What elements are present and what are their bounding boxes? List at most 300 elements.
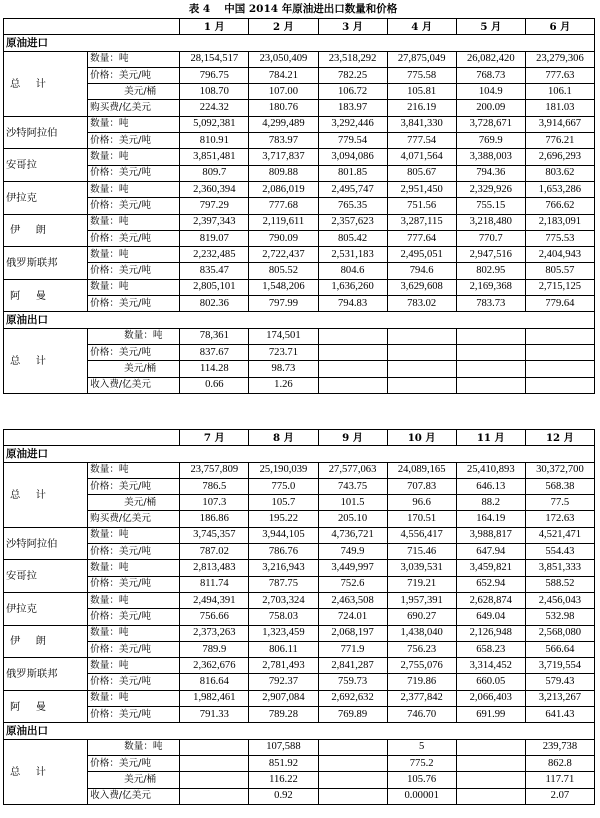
total-purchase-value: 180.76 bbox=[249, 100, 318, 116]
export-qty-value: 239,738 bbox=[525, 739, 594, 755]
country-qty-row bbox=[4, 247, 595, 263]
country-price-value: 660.05 bbox=[456, 674, 525, 690]
country-price-row bbox=[4, 263, 595, 279]
country-price-value: 805.67 bbox=[387, 165, 456, 181]
export-total-label: 总 计 bbox=[4, 328, 88, 393]
export-qty-value: 5 bbox=[387, 739, 456, 755]
country-price-value: 719.86 bbox=[387, 674, 456, 690]
export-price-bbl-value bbox=[387, 361, 456, 377]
price-ton-label: 价格：美元/吨 bbox=[88, 165, 180, 181]
qty-label: 数量：吨 bbox=[88, 214, 180, 230]
export-income-value: 0.92 bbox=[249, 788, 318, 804]
country-qty-value: 2,169,368 bbox=[456, 279, 525, 295]
country-price-value: 802.36 bbox=[180, 296, 249, 312]
country-qty-value: 2,755,076 bbox=[387, 658, 456, 674]
export-price-bbl-value: 105.76 bbox=[387, 772, 456, 788]
country-qty-value: 2,531,183 bbox=[318, 247, 387, 263]
export-qty-row bbox=[4, 739, 595, 755]
country-price-value: 805.42 bbox=[318, 230, 387, 246]
price-ton-label: 价格：美元/吨 bbox=[88, 263, 180, 279]
country-price-value: 579.43 bbox=[525, 674, 594, 690]
total-price-bbl-value: 106.1 bbox=[525, 84, 594, 100]
country-price-value: 566.64 bbox=[525, 641, 594, 657]
country-price-value: 790.09 bbox=[249, 230, 318, 246]
total-price-ton-value: 775.0 bbox=[249, 478, 318, 494]
month-header: 4 月 bbox=[387, 19, 456, 35]
country-qty-row bbox=[4, 149, 595, 165]
total-qty-row bbox=[4, 51, 595, 67]
country-price-row bbox=[4, 230, 595, 246]
export-income-value bbox=[456, 377, 525, 393]
country-qty-value: 3,629,608 bbox=[387, 279, 456, 295]
country-price-value: 783.02 bbox=[387, 296, 456, 312]
country-price-value: 783.97 bbox=[249, 133, 318, 149]
total-purchase-value: 216.19 bbox=[387, 100, 456, 116]
country-qty-value: 3,745,357 bbox=[180, 527, 249, 543]
export-price-ton-value bbox=[456, 755, 525, 771]
total-price-ton-value: 786.5 bbox=[180, 478, 249, 494]
export-income-value: 0.00001 bbox=[387, 788, 456, 804]
country-qty-value: 2,715,125 bbox=[525, 279, 594, 295]
country-price-value: 554.43 bbox=[525, 544, 594, 560]
qty-label: 数量：吨 bbox=[88, 560, 180, 576]
total-qty-value: 26,082,420 bbox=[456, 51, 525, 67]
country-qty-value: 3,914,667 bbox=[525, 116, 594, 132]
country-qty-value: 2,692,632 bbox=[318, 690, 387, 706]
country-qty-value: 2,813,483 bbox=[180, 560, 249, 576]
country-qty-value: 1,323,459 bbox=[249, 625, 318, 641]
country-qty-row bbox=[4, 527, 595, 543]
export-qty-value bbox=[318, 328, 387, 344]
country-price-value: 805.52 bbox=[249, 263, 318, 279]
export-income-value bbox=[318, 377, 387, 393]
country-qty-value: 2,805,101 bbox=[180, 279, 249, 295]
total-price-bbl-row bbox=[4, 495, 595, 511]
price-bbl-label: 美元/桶 bbox=[88, 361, 180, 377]
country-qty-value: 3,719,554 bbox=[525, 658, 594, 674]
country-name: 安哥拉 bbox=[4, 560, 88, 593]
country-price-row bbox=[4, 576, 595, 592]
total-purchase-value: 224.32 bbox=[180, 100, 249, 116]
total-qty-value: 30,372,700 bbox=[525, 462, 594, 478]
country-qty-value: 2,086,019 bbox=[249, 181, 318, 197]
country-price-value: 776.21 bbox=[525, 133, 594, 149]
qty-label: 数量：吨 bbox=[88, 462, 180, 478]
export-qty-value bbox=[525, 328, 594, 344]
month-header: 7 月 bbox=[180, 430, 249, 446]
total-price-ton-value: 707.83 bbox=[387, 478, 456, 494]
country-price-value: 789.9 bbox=[180, 641, 249, 657]
price-ton-label: 价格：美元/吨 bbox=[88, 67, 180, 83]
export-price-ton-value bbox=[387, 344, 456, 360]
country-qty-value: 3,216,943 bbox=[249, 560, 318, 576]
country-price-value: 810.91 bbox=[180, 133, 249, 149]
export-qty-value bbox=[456, 328, 525, 344]
country-qty-value: 3,314,452 bbox=[456, 658, 525, 674]
export-qty-value: 174,501 bbox=[249, 328, 318, 344]
total-price-ton-value: 784.21 bbox=[249, 67, 318, 83]
export-price-ton-row bbox=[4, 755, 595, 771]
country-qty-value: 2,362,676 bbox=[180, 658, 249, 674]
export-price-bbl-value: 116.22 bbox=[249, 772, 318, 788]
income-label: 收入费/亿美元 bbox=[88, 377, 180, 393]
country-name: 阿 曼 bbox=[4, 279, 88, 312]
country-price-value: 690.27 bbox=[387, 609, 456, 625]
country-qty-value: 3,717,837 bbox=[249, 149, 318, 165]
country-price-value: 649.04 bbox=[456, 609, 525, 625]
total-price-ton-value: 775.58 bbox=[387, 67, 456, 83]
export-income-value bbox=[318, 788, 387, 804]
table-caption: 中国 2014 年原油进出口数量和价格 bbox=[224, 3, 398, 15]
total-qty-value: 24,089,165 bbox=[387, 462, 456, 478]
export-price-bbl-row bbox=[4, 361, 595, 377]
country-qty-value: 3,728,671 bbox=[456, 116, 525, 132]
price-ton-label: 价格：美元/吨 bbox=[88, 478, 180, 494]
country-qty-value: 2,373,263 bbox=[180, 625, 249, 641]
export-income-value bbox=[456, 788, 525, 804]
country-qty-value: 2,907,084 bbox=[249, 690, 318, 706]
export-qty-value bbox=[456, 739, 525, 755]
export-price-bbl-value bbox=[456, 361, 525, 377]
country-qty-value: 2,232,485 bbox=[180, 247, 249, 263]
section-row-export bbox=[4, 312, 595, 328]
month-header: 2 月 bbox=[249, 19, 318, 35]
export-price-ton-value bbox=[318, 755, 387, 771]
country-price-value: 755.15 bbox=[456, 198, 525, 214]
country-qty-value: 1,438,040 bbox=[387, 625, 456, 641]
total-price-ton-row bbox=[4, 67, 595, 83]
export-price-ton-value: 837.67 bbox=[180, 344, 249, 360]
country-qty-value: 2,360,394 bbox=[180, 181, 249, 197]
country-price-value: 806.11 bbox=[249, 641, 318, 657]
export-price-bbl-value: 117.71 bbox=[525, 772, 594, 788]
total-purchase-value: 183.97 bbox=[318, 100, 387, 116]
export-price-bbl-value bbox=[318, 361, 387, 377]
price-bbl-label: 美元/桶 bbox=[88, 772, 180, 788]
export-income-value: 1.26 bbox=[249, 377, 318, 393]
country-name: 伊拉克 bbox=[4, 592, 88, 625]
country-price-value: 819.07 bbox=[180, 230, 249, 246]
qty-label: 数量：吨 bbox=[88, 116, 180, 132]
country-qty-value: 3,449,997 bbox=[318, 560, 387, 576]
country-price-value: 797.99 bbox=[249, 296, 318, 312]
total-purchase-row bbox=[4, 511, 595, 527]
country-qty-value: 2,841,287 bbox=[318, 658, 387, 674]
total-qty-value: 27,577,063 bbox=[318, 462, 387, 478]
header-row bbox=[4, 19, 595, 35]
country-price-value: 759.73 bbox=[318, 674, 387, 690]
country-qty-value: 3,851,481 bbox=[180, 149, 249, 165]
total-purchase-value: 200.09 bbox=[456, 100, 525, 116]
country-price-row bbox=[4, 674, 595, 690]
country-price-value: 691.99 bbox=[456, 707, 525, 723]
crude-oil-table-jul-dec bbox=[3, 429, 595, 805]
country-qty-row bbox=[4, 181, 595, 197]
total-price-ton-value: 646.13 bbox=[456, 478, 525, 494]
country-qty-value: 2,947,516 bbox=[456, 247, 525, 263]
country-price-value: 715.46 bbox=[387, 544, 456, 560]
total-qty-value: 25,190,039 bbox=[249, 462, 318, 478]
price-ton-label: 价格：美元/吨 bbox=[88, 296, 180, 312]
export-qty-value bbox=[318, 739, 387, 755]
price-ton-label: 价格：美元/吨 bbox=[88, 641, 180, 657]
month-header: 9 月 bbox=[318, 430, 387, 446]
qty-label: 数量：吨 bbox=[88, 247, 180, 263]
header-blank bbox=[4, 430, 180, 446]
country-price-value: 724.01 bbox=[318, 609, 387, 625]
country-price-value: 792.37 bbox=[249, 674, 318, 690]
country-price-value: 809.7 bbox=[180, 165, 249, 181]
export-income-row bbox=[4, 788, 595, 804]
country-qty-row bbox=[4, 214, 595, 230]
country-qty-value: 2,722,437 bbox=[249, 247, 318, 263]
country-qty-value: 3,094,086 bbox=[318, 149, 387, 165]
country-price-value: 787.75 bbox=[249, 576, 318, 592]
country-price-value: 777.54 bbox=[387, 133, 456, 149]
country-price-value: 751.56 bbox=[387, 198, 456, 214]
price-ton-label: 价格：美元/吨 bbox=[88, 544, 180, 560]
country-name: 沙特阿拉伯 bbox=[4, 527, 88, 560]
export-income-value: 2.07 bbox=[525, 788, 594, 804]
country-price-value: 794.83 bbox=[318, 296, 387, 312]
country-price-value: 794.6 bbox=[387, 263, 456, 279]
export-price-ton-row bbox=[4, 344, 595, 360]
country-price-value: 746.70 bbox=[387, 707, 456, 723]
country-qty-value: 4,299,489 bbox=[249, 116, 318, 132]
total-purchase-value: 186.86 bbox=[180, 511, 249, 527]
country-qty-value: 1,957,391 bbox=[387, 592, 456, 608]
country-qty-value: 4,521,471 bbox=[525, 527, 594, 543]
country-price-value: 532.98 bbox=[525, 609, 594, 625]
total-price-bbl-value: 88.2 bbox=[456, 495, 525, 511]
country-qty-value: 2,357,623 bbox=[318, 214, 387, 230]
export-price-bbl-row bbox=[4, 772, 595, 788]
country-price-row bbox=[4, 544, 595, 560]
country-price-row bbox=[4, 609, 595, 625]
country-qty-value: 2,696,293 bbox=[525, 149, 594, 165]
price-bbl-label: 美元/桶 bbox=[88, 495, 180, 511]
country-price-value: 588.52 bbox=[525, 576, 594, 592]
export-income-value: 0.66 bbox=[180, 377, 249, 393]
header-row bbox=[4, 430, 595, 446]
country-price-value: 765.35 bbox=[318, 198, 387, 214]
total-purchase-row bbox=[4, 100, 595, 116]
price-ton-label: 价格：美元/吨 bbox=[88, 674, 180, 690]
country-qty-value: 2,329,926 bbox=[456, 181, 525, 197]
country-price-value: 752.6 bbox=[318, 576, 387, 592]
country-qty-value: 2,495,051 bbox=[387, 247, 456, 263]
country-qty-value: 3,988,817 bbox=[456, 527, 525, 543]
country-price-row bbox=[4, 707, 595, 723]
country-name: 阿 曼 bbox=[4, 690, 88, 723]
qty-label: 数量：吨 bbox=[88, 592, 180, 608]
total-price-bbl-value: 108.70 bbox=[180, 84, 249, 100]
country-qty-value: 1,653,286 bbox=[525, 181, 594, 197]
total-price-bbl-value: 105.7 bbox=[249, 495, 318, 511]
export-price-ton-value: 723.71 bbox=[249, 344, 318, 360]
export-qty-value bbox=[387, 328, 456, 344]
qty-label: 数量：吨 bbox=[88, 51, 180, 67]
total-price-bbl-row bbox=[4, 84, 595, 100]
country-price-value: 647.94 bbox=[456, 544, 525, 560]
country-price-value: 805.57 bbox=[525, 263, 594, 279]
export-income-value bbox=[387, 377, 456, 393]
country-price-value: 758.03 bbox=[249, 609, 318, 625]
export-price-bbl-value bbox=[180, 772, 249, 788]
country-price-value: 797.29 bbox=[180, 198, 249, 214]
total-qty-value: 25,410,893 bbox=[456, 462, 525, 478]
price-bbl-label: 美元/桶 bbox=[88, 84, 180, 100]
country-qty-value: 2,126,948 bbox=[456, 625, 525, 641]
section-row-import bbox=[4, 35, 595, 51]
country-qty-value: 1,636,260 bbox=[318, 279, 387, 295]
total-qty-value: 27,875,049 bbox=[387, 51, 456, 67]
export-price-bbl-value bbox=[456, 772, 525, 788]
qty-label: 数量：吨 bbox=[88, 328, 180, 344]
country-qty-value: 3,218,480 bbox=[456, 214, 525, 230]
country-name: 安哥拉 bbox=[4, 149, 88, 182]
country-price-value: 835.47 bbox=[180, 263, 249, 279]
export-qty-row bbox=[4, 328, 595, 344]
month-header: 10 月 bbox=[387, 430, 456, 446]
qty-label: 数量：吨 bbox=[88, 625, 180, 641]
country-qty-row bbox=[4, 116, 595, 132]
export-price-bbl-value bbox=[525, 361, 594, 377]
country-qty-value: 2,703,324 bbox=[249, 592, 318, 608]
price-ton-label: 价格：美元/吨 bbox=[88, 344, 180, 360]
country-qty-value: 2,456,043 bbox=[525, 592, 594, 608]
country-price-value: 770.7 bbox=[456, 230, 525, 246]
export-price-bbl-value bbox=[318, 772, 387, 788]
month-header: 8 月 bbox=[249, 430, 318, 446]
export-section-title: 原油出口 bbox=[4, 723, 595, 739]
country-price-value: 719.21 bbox=[387, 576, 456, 592]
country-price-value: 804.6 bbox=[318, 263, 387, 279]
country-price-value: 775.53 bbox=[525, 230, 594, 246]
country-qty-value: 3,039,531 bbox=[387, 560, 456, 576]
country-qty-row bbox=[4, 560, 595, 576]
country-price-value: 756.23 bbox=[387, 641, 456, 657]
qty-label: 数量：吨 bbox=[88, 279, 180, 295]
total-price-bbl-value: 107.00 bbox=[249, 84, 318, 100]
country-qty-value: 3,388,003 bbox=[456, 149, 525, 165]
total-price-bbl-value: 77.5 bbox=[525, 495, 594, 511]
export-price-ton-value bbox=[525, 344, 594, 360]
export-price-bbl-value: 114.28 bbox=[180, 361, 249, 377]
country-price-value: 779.64 bbox=[525, 296, 594, 312]
total-purchase-value: 164.19 bbox=[456, 511, 525, 527]
country-qty-value: 2,781,493 bbox=[249, 658, 318, 674]
country-qty-value: 1,982,461 bbox=[180, 690, 249, 706]
export-income-row bbox=[4, 377, 595, 393]
export-total-label: 总 计 bbox=[4, 739, 88, 804]
country-price-value: 779.54 bbox=[318, 133, 387, 149]
country-qty-value: 2,951,450 bbox=[387, 181, 456, 197]
country-price-value: 777.68 bbox=[249, 198, 318, 214]
export-price-ton-value bbox=[456, 344, 525, 360]
export-qty-value bbox=[180, 739, 249, 755]
country-qty-value: 4,736,721 bbox=[318, 527, 387, 543]
price-ton-label: 价格：美元/吨 bbox=[88, 576, 180, 592]
country-price-value: 787.02 bbox=[180, 544, 249, 560]
income-label: 收入费/亿美元 bbox=[88, 788, 180, 804]
total-price-bbl-value: 106.72 bbox=[318, 84, 387, 100]
country-qty-value: 2,494,391 bbox=[180, 592, 249, 608]
country-price-value: 789.28 bbox=[249, 707, 318, 723]
country-qty-value: 5,092,381 bbox=[180, 116, 249, 132]
total-purchase-value: 181.03 bbox=[525, 100, 594, 116]
price-ton-label: 价格：美元/吨 bbox=[88, 707, 180, 723]
country-name: 伊拉克 bbox=[4, 181, 88, 214]
country-qty-row bbox=[4, 658, 595, 674]
section-row-import bbox=[4, 446, 595, 462]
total-qty-value: 28,154,517 bbox=[180, 51, 249, 67]
purchase-label: 购买费/亿美元 bbox=[88, 100, 180, 116]
country-price-value: 801.85 bbox=[318, 165, 387, 181]
country-qty-value: 3,459,821 bbox=[456, 560, 525, 576]
total-price-ton-value: 568.38 bbox=[525, 478, 594, 494]
export-price-ton-value: 775.2 bbox=[387, 755, 456, 771]
export-section-title: 原油出口 bbox=[4, 312, 595, 328]
total-price-bbl-value: 105.81 bbox=[387, 84, 456, 100]
total-price-ton-value: 782.25 bbox=[318, 67, 387, 83]
header-blank bbox=[4, 19, 180, 35]
country-qty-value: 3,213,267 bbox=[525, 690, 594, 706]
total-purchase-value: 205.10 bbox=[318, 511, 387, 527]
total-price-ton-value: 768.73 bbox=[456, 67, 525, 83]
section-row-export bbox=[4, 723, 595, 739]
total-purchase-value: 170.51 bbox=[387, 511, 456, 527]
export-price-bbl-value: 98.73 bbox=[249, 361, 318, 377]
country-qty-value: 3,841,330 bbox=[387, 116, 456, 132]
export-price-ton-value: 851.92 bbox=[249, 755, 318, 771]
country-qty-value: 3,851,333 bbox=[525, 560, 594, 576]
total-purchase-value: 172.63 bbox=[525, 511, 594, 527]
country-price-value: 786.76 bbox=[249, 544, 318, 560]
import-section-title: 原油进口 bbox=[4, 35, 595, 51]
country-price-value: 771.9 bbox=[318, 641, 387, 657]
country-price-row bbox=[4, 165, 595, 181]
country-price-row bbox=[4, 198, 595, 214]
country-qty-value: 2,119,611 bbox=[249, 214, 318, 230]
country-price-value: 769.89 bbox=[318, 707, 387, 723]
export-price-ton-value: 862.8 bbox=[525, 755, 594, 771]
country-price-value: 802.95 bbox=[456, 263, 525, 279]
country-qty-value: 2,568,080 bbox=[525, 625, 594, 641]
total-label: 总 计 bbox=[4, 51, 88, 116]
total-purchase-value: 195.22 bbox=[249, 511, 318, 527]
country-name: 俄罗斯联邦 bbox=[4, 247, 88, 280]
qty-label: 数量：吨 bbox=[88, 181, 180, 197]
export-price-ton-value bbox=[318, 344, 387, 360]
country-qty-value: 2,068,197 bbox=[318, 625, 387, 641]
export-income-value bbox=[525, 377, 594, 393]
qty-label: 数量：吨 bbox=[88, 690, 180, 706]
country-qty-value: 2,404,943 bbox=[525, 247, 594, 263]
country-qty-value: 2,495,747 bbox=[318, 181, 387, 197]
country-name: 沙特阿拉伯 bbox=[4, 116, 88, 149]
country-name: 俄罗斯联邦 bbox=[4, 658, 88, 691]
country-price-value: 809.88 bbox=[249, 165, 318, 181]
total-price-ton-value: 777.63 bbox=[525, 67, 594, 83]
country-qty-row bbox=[4, 279, 595, 295]
country-qty-value: 3,292,446 bbox=[318, 116, 387, 132]
country-qty-value: 2,066,403 bbox=[456, 690, 525, 706]
total-qty-value: 23,279,306 bbox=[525, 51, 594, 67]
country-price-value: 769.9 bbox=[456, 133, 525, 149]
price-ton-label: 价格：美元/吨 bbox=[88, 133, 180, 149]
country-price-value: 652.94 bbox=[456, 576, 525, 592]
